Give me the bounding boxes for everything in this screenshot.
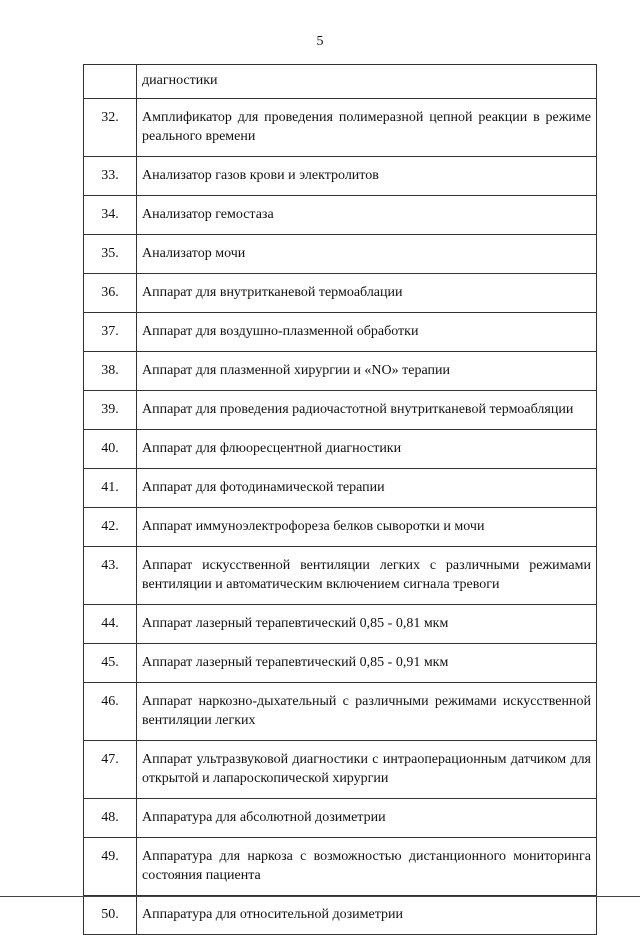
row-text: Аппарат для фотодинамической терапии: [137, 469, 597, 508]
row-text: Амплификатор для проведения полимеразной цепной реакции в режиме реального времени: [137, 99, 597, 157]
table-row: [84, 605, 597, 644]
row-text: Аппарат для плазменной хирургии и «NO» терапии: [137, 352, 597, 391]
row-number: 34.: [84, 196, 137, 235]
table-row: [84, 469, 597, 508]
row-number: 42.: [84, 508, 137, 547]
row-number: 44.: [84, 605, 137, 644]
table-row: [84, 196, 597, 235]
row-text: Аппарат наркозно-дыхательный с различными режимами искусственной вентиляции легких: [137, 683, 597, 741]
table-row: [84, 683, 597, 741]
row-number: 49.: [84, 838, 137, 896]
row-number: 39.: [84, 391, 137, 430]
table-row: [84, 799, 597, 838]
table-row: [84, 99, 597, 157]
row-text: Аппарат для воздушно-плазменной обработки: [137, 313, 597, 352]
row-number: 43.: [84, 547, 137, 605]
row-number: 37.: [84, 313, 137, 352]
table-row: [84, 838, 597, 896]
row-number: 36.: [84, 274, 137, 313]
row-number: 35.: [84, 235, 137, 274]
row-number: 41.: [84, 469, 137, 508]
row-text: Аппарат для внутритканевой термоаблации: [137, 274, 597, 313]
table-row: [84, 741, 597, 799]
row-number: 40.: [84, 430, 137, 469]
row-number: 50.: [84, 896, 137, 935]
row-text: Аппарат ультразвуковой диагностики с интраоперационным датчиком для открытой и лапароскопической хирургии: [137, 741, 597, 799]
table-row: [84, 274, 597, 313]
row-text: Аппарат для флюоресцентной диагностики: [137, 430, 597, 469]
table-row: [84, 896, 597, 935]
row-text: Аппарат лазерный терапевтический 0,85 - 0,91 мкм: [137, 644, 597, 683]
row-text: Анализатор мочи: [137, 235, 597, 274]
table-row: [84, 352, 597, 391]
page-bottom-rule: [0, 896, 640, 897]
row-number: 32.: [84, 99, 137, 157]
table-row: [84, 391, 597, 430]
row-text: Анализатор газов крови и электролитов: [137, 157, 597, 196]
row-number: [84, 65, 137, 99]
row-text: Аппарат иммуноэлектрофореза белков сыворотки и мочи: [137, 508, 597, 547]
table-row: [84, 313, 597, 352]
row-number: 33.: [84, 157, 137, 196]
row-text: диагностики: [137, 65, 597, 99]
table-row: [84, 65, 597, 99]
row-number: 45.: [84, 644, 137, 683]
table-row: [84, 157, 597, 196]
page-number: 5: [316, 34, 324, 49]
table-row: [84, 235, 597, 274]
row-number: 38.: [84, 352, 137, 391]
row-text: Аппаратура для наркоза с возможностью дистанционного мониторинга состояния пациента: [137, 838, 597, 896]
equipment-table: [83, 64, 597, 935]
row-number: 46.: [84, 683, 137, 741]
table-row: [84, 547, 597, 605]
table-row: [84, 508, 597, 547]
row-number: 48.: [84, 799, 137, 838]
row-text: Анализатор гемостаза: [137, 196, 597, 235]
row-text: Аппаратура для относительной дозиметрии: [137, 896, 597, 935]
row-number: 47.: [84, 741, 137, 799]
row-text: Аппарат для проведения радиочастотной внутритканевой термоабляции: [137, 391, 597, 430]
row-text: Аппаратура для абсолютной дозиметрии: [137, 799, 597, 838]
row-text: Аппарат лазерный терапевтический 0,85 - 0,81 мкм: [137, 605, 597, 644]
table-row: [84, 644, 597, 683]
row-text: Аппарат искусственной вентиляции легких с различными режимами вентиляции и автоматическим включением сигнала тревоги: [137, 547, 597, 605]
table-row: [84, 430, 597, 469]
